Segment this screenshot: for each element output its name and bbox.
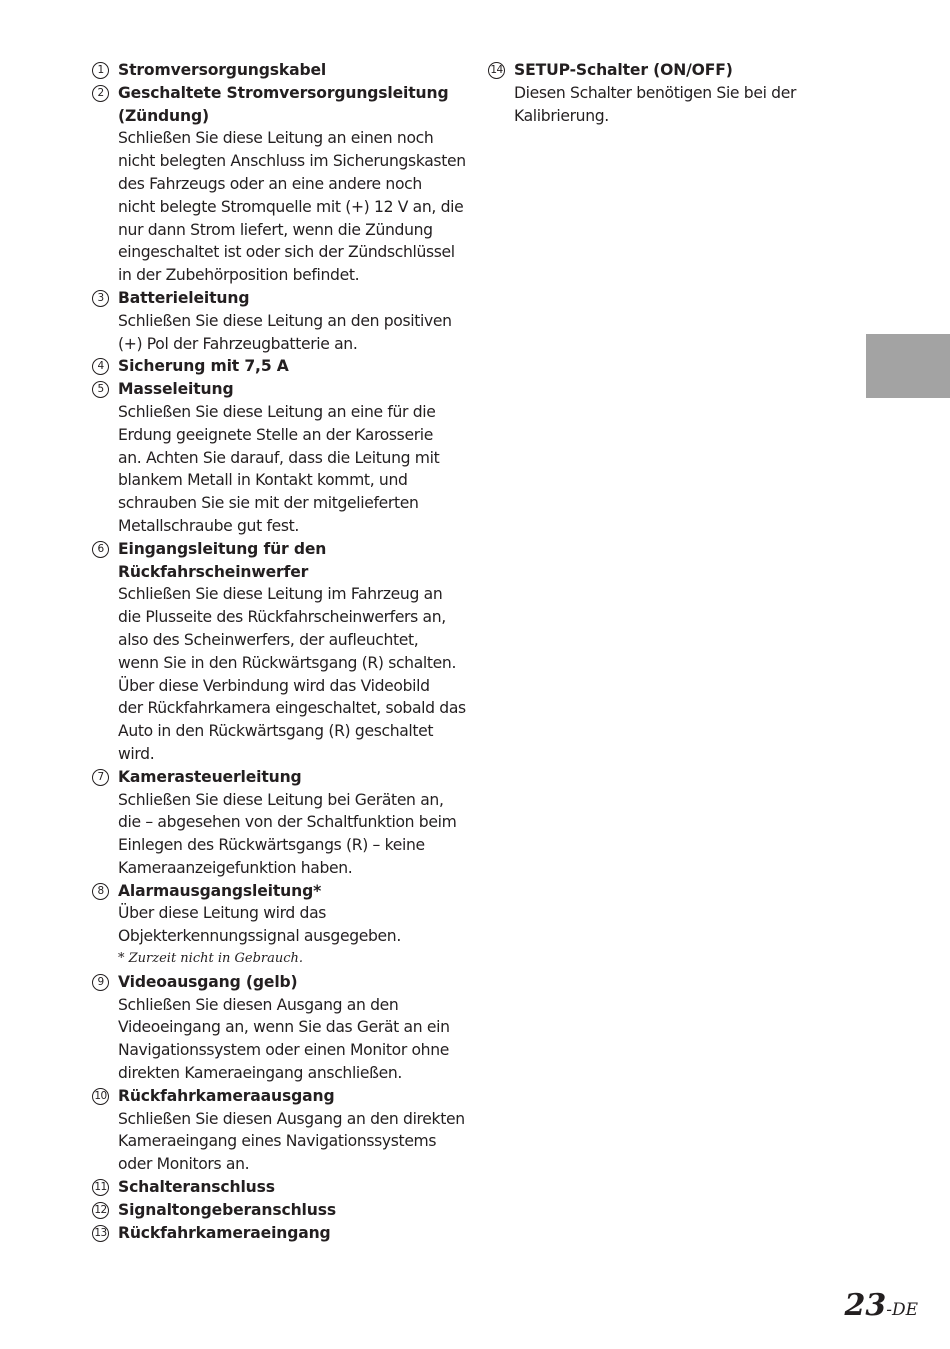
item-number-badge: 7: [92, 769, 109, 786]
left-column: [92, 59, 464, 1244]
item-body-line: Kalibrierung.: [514, 106, 609, 125]
item-number-badge: 14: [488, 62, 505, 79]
item-heading: Sicherung mit 7,5 A: [118, 357, 289, 376]
item-number-badge: 9: [92, 974, 109, 991]
item-body-line: die – abgesehen von der Schaltfunktion beim: [118, 813, 457, 832]
item-heading: Rückfahrkameraausgang: [118, 1086, 335, 1105]
item-body-line: die Plusseite des Rückfahrscheinwerfers an,: [118, 608, 446, 627]
item-heading: Batterieleitung: [118, 288, 250, 307]
page-number-value: 23: [844, 1288, 887, 1323]
item-body-line: an. Achten Sie darauf, dass die Leitung mit: [118, 448, 440, 467]
item-number-badge: 8: [92, 883, 109, 900]
list-item: [92, 1176, 464, 1199]
list-item: [92, 1085, 464, 1176]
item-body-line: Schließen Sie diese Leitung im Fahrzeug an: [118, 585, 443, 604]
item-body-line: (+) Pol der Fahrzeugbatterie an.: [118, 334, 358, 353]
list-item: [92, 378, 464, 538]
list-item: [92, 971, 464, 1085]
item-heading: Stromversorgungskabel: [118, 61, 327, 79]
item-body-line: Metallschraube gut fest.: [118, 516, 299, 535]
item-body-line: Schließen Sie diesen Ausgang an den: [118, 995, 399, 1014]
item-body-line: Kameraeingang eines Navigationssystems: [118, 1132, 437, 1151]
item-body-line: Schließen Sie diese Leitung an den positiven: [118, 311, 452, 330]
item-heading: Alarmausgangsleitung*: [118, 881, 322, 900]
item-number-badge: 10: [92, 1088, 109, 1105]
list-item: [92, 1199, 464, 1222]
item-body-line: Schließen Sie diese Leitung an eine für die: [118, 402, 436, 421]
item-number-badge: 12: [92, 1202, 109, 1219]
item-body-line: Videoeingang an, wenn Sie das Gerät an ein: [118, 1018, 450, 1037]
item-heading: (Zündung): [118, 106, 209, 125]
item-body-line: also des Scheinwerfers, der aufleuchtet,: [118, 630, 419, 649]
item-heading: Videoausgang (gelb): [118, 972, 298, 991]
item-body-line: direkten Kameraeingang anschließen.: [118, 1064, 403, 1083]
right-column: [488, 59, 828, 127]
page-number-suffix: -DE: [886, 1300, 918, 1320]
item-heading: Kamerasteuerleitung: [118, 767, 302, 786]
list-item: [92, 1222, 464, 1245]
item-body-line: nicht belegten Anschluss im Sicherungskasten: [118, 152, 466, 171]
language-side-tab: [866, 334, 950, 398]
item-body-line: wird.: [118, 744, 155, 763]
item-body-line: blankem Metall in Kontakt kommt, und: [118, 471, 408, 490]
item-footnote: * Zurzeit nicht in Gebrauch.: [118, 951, 304, 967]
item-body-line: wenn Sie in den Rückwärtsgang (R) schalten.: [118, 653, 457, 672]
item-body-line: schrauben Sie sie mit der mitgelieferten: [118, 494, 419, 513]
list-item: [92, 59, 464, 82]
item-heading: SETUP-Schalter (ON/OFF): [514, 61, 733, 79]
item-body-line: nicht belegte Stromquelle mit (+) 12 V an, die: [118, 197, 464, 216]
list-item: [92, 538, 464, 766]
item-heading: Schalteranschluss: [118, 1178, 275, 1197]
item-heading: Signaltongeberanschluss: [118, 1200, 336, 1219]
item-body-line: Schließen Sie diesen Ausgang an den direkten: [118, 1109, 465, 1128]
item-number-badge: 13: [92, 1225, 109, 1242]
item-body-line: Diesen Schalter benötigen Sie bei der: [514, 83, 797, 102]
item-number-badge: 4: [92, 358, 109, 375]
list-item: [488, 59, 828, 127]
item-number-badge: 2: [92, 85, 109, 102]
item-body-line: Objekterkennungssignal ausgegeben.: [118, 927, 401, 946]
page-number: [844, 1288, 918, 1323]
item-body-line: Über diese Verbindung wird das Videobild: [118, 676, 430, 695]
item-body-line: Über diese Leitung wird das: [118, 904, 327, 923]
item-heading: Masseleitung: [118, 380, 234, 399]
list-item: [92, 880, 464, 971]
list-item: [92, 766, 464, 880]
item-body-line: Schließen Sie diese Leitung bei Geräten an,: [118, 790, 444, 809]
item-body-line: Kameraanzeigefunktion haben.: [118, 858, 353, 877]
item-body-line: in der Zubehörposition befindet.: [118, 266, 360, 285]
item-body-line: der Rückfahrkamera eingeschaltet, sobald das: [118, 699, 466, 718]
item-number-badge: 1: [92, 62, 109, 79]
item-body-line: nur dann Strom liefert, wenn die Zündung: [118, 220, 433, 239]
item-body-line: Erdung geeignete Stelle an der Karosserie: [118, 425, 433, 444]
item-heading: Rückfahrkameraeingang: [118, 1223, 331, 1242]
item-body-line: Einlegen des Rückwärtsgangs (R) – keine: [118, 836, 425, 855]
item-body-line: des Fahrzeugs oder an eine andere noch: [118, 174, 422, 193]
list-item: [92, 82, 464, 287]
item-body-line: Schließen Sie diese Leitung an einen noch: [118, 129, 434, 148]
item-number-badge: 5: [92, 381, 109, 398]
item-heading: Eingangsleitung für den: [118, 539, 327, 558]
item-body-line: oder Monitors an.: [118, 1155, 250, 1174]
item-number-badge: 11: [92, 1179, 109, 1196]
item-body-line: Navigationssystem oder einen Monitor ohne: [118, 1041, 449, 1060]
item-body-line: Auto in den Rückwärtsgang (R) geschaltet: [118, 722, 434, 741]
item-heading: Geschaltete Stromversorgungsleitung: [118, 83, 449, 102]
list-item: [92, 287, 464, 355]
item-heading: Rückfahrscheinwerfer: [118, 562, 309, 581]
item-number-badge: 3: [92, 290, 109, 307]
item-number-badge: 6: [92, 541, 109, 558]
item-body-line: eingeschaltet ist oder sich der Zündschlüssel: [118, 243, 455, 262]
list-item: [92, 355, 464, 378]
